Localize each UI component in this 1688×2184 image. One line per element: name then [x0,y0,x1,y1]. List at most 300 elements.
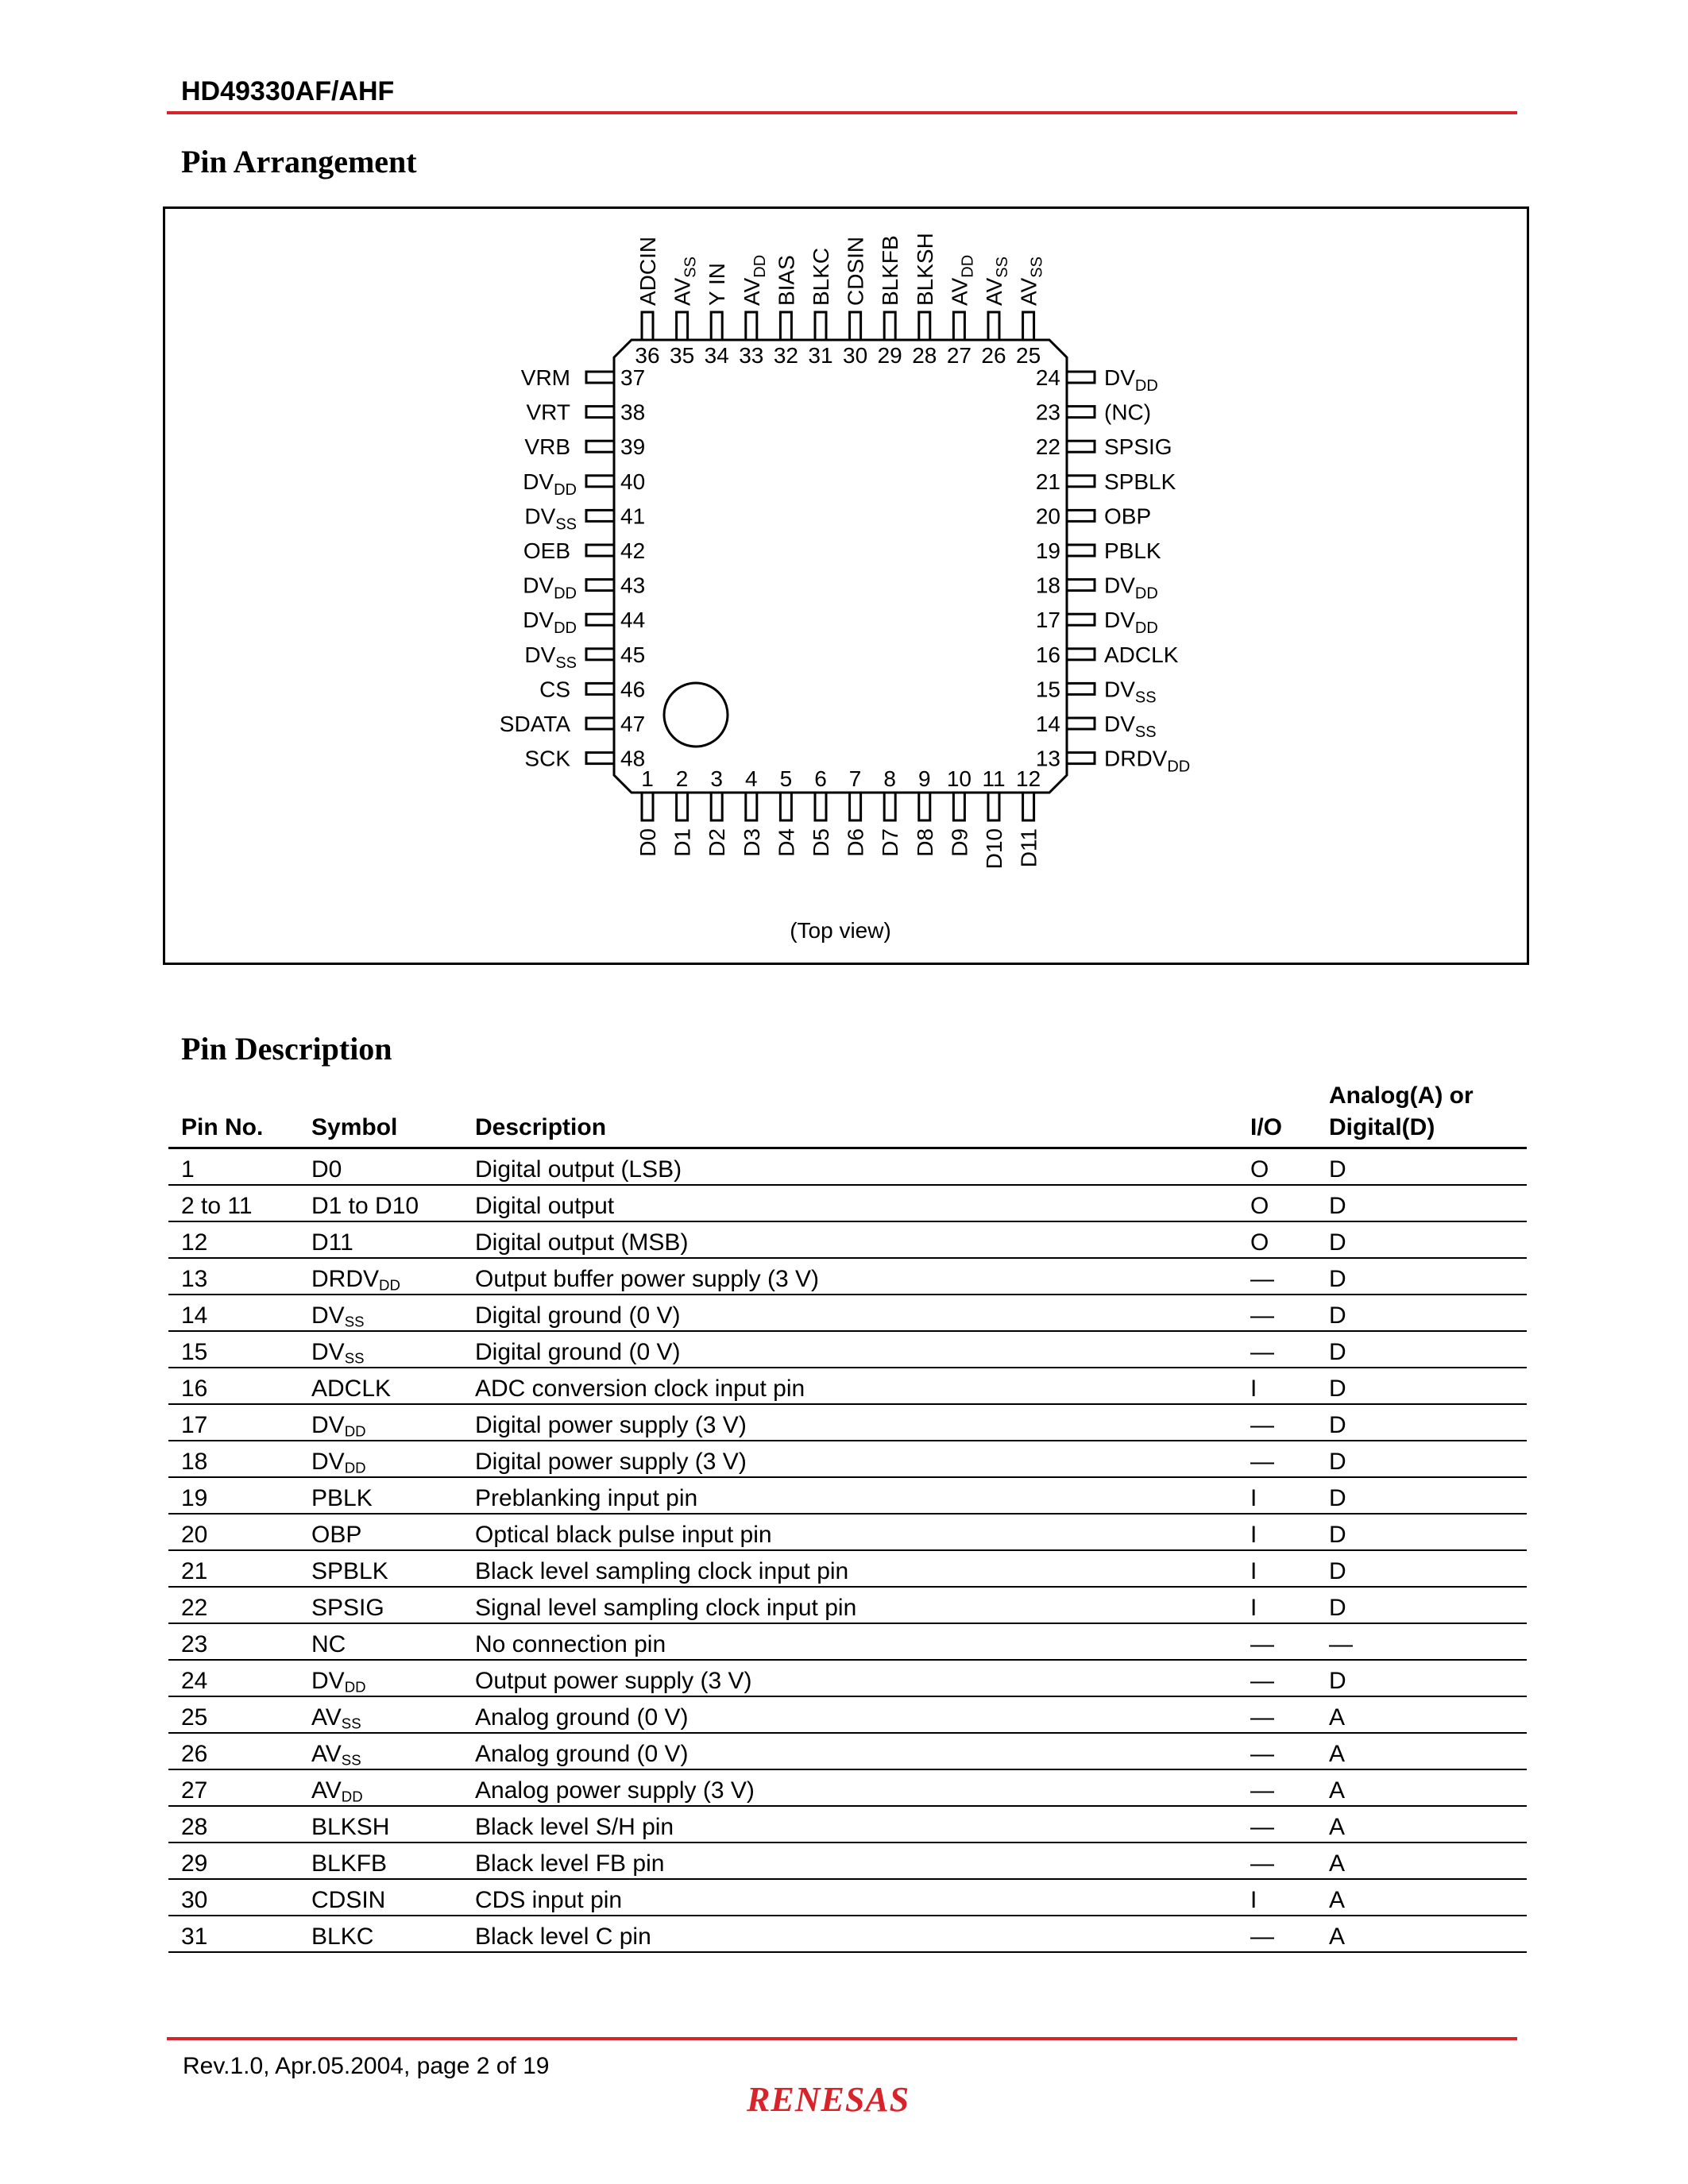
pin-number: 23 [1035,399,1060,425]
cell-symbol [299,1806,462,1843]
section-title-pin-description: Pin Description [181,1031,392,1067]
symbol-subscript: SS [341,1715,361,1732]
cell-pin-no: 12 [168,1221,299,1258]
symbol-subscript: SS [344,1313,365,1330]
pin-label-main: SPSIG [1104,434,1172,460]
cell-symbol [299,1404,462,1441]
pin-name [521,365,570,390]
cell-pin-no: 15 [168,1331,299,1368]
pin-name [705,263,729,306]
pin-label-main: ADCIN [635,236,660,306]
pin-label-main: VRB [524,434,570,460]
pin-lead-bottom [953,793,964,820]
pin-label-subscript: SS [1028,257,1046,278]
pin-name [670,257,700,306]
symbol-text: D1 to D10 [311,1193,419,1219]
cell-description: Black level sampling clock input pin [462,1550,1238,1587]
pin-lead-bottom [711,793,722,820]
pin-name [1017,257,1046,306]
cell-symbol [299,1550,462,1587]
pin-label-subscript: SS [682,257,700,278]
cell-description: Digital ground (0 V) [462,1295,1238,1331]
table-row [168,1295,1527,1331]
pin-lead-right [1067,441,1095,452]
table-row [168,1550,1527,1587]
pin-label-subscript: SS [555,654,577,672]
cell-pin-no: 21 [168,1550,299,1587]
cell-description: Output buffer power supply (3 V) [462,1258,1238,1295]
table-row [168,1843,1527,1879]
pin-lead-left [586,753,614,764]
pin-lead-left [586,683,614,694]
cell-symbol [299,1441,462,1477]
cell-description: Analog ground (0 V) [462,1733,1238,1769]
pin-name [635,237,660,306]
pin-name [774,828,798,857]
table-row [168,1879,1527,1916]
cell-pin-no: 30 [168,1879,299,1916]
cell-symbol [299,1221,462,1258]
cell-symbol [299,1185,462,1221]
pin-number: 34 [704,343,729,368]
pin-name [1104,504,1151,528]
header-analog-digital [1316,1080,1527,1148]
cell-pin-no: 25 [168,1696,299,1733]
symbol-text: AV [311,1777,342,1804]
cell-analog-digital: A [1316,1769,1527,1806]
cell-description: Black level S/H pin [462,1806,1238,1843]
cell-description: No connection pin [462,1623,1238,1660]
table-row [168,1660,1527,1696]
symbol-text: D0 [311,1156,342,1183]
cell-io: — [1238,1441,1316,1477]
table-row [168,1769,1527,1806]
pin-lead-top [711,312,722,340]
pin-label-subscript: DD [554,480,577,499]
pin-name [523,469,577,499]
cell-symbol [299,1879,462,1916]
cell-symbol [299,1148,462,1186]
pin-label-subscript: DD [959,254,977,278]
cell-symbol [299,1623,462,1660]
pin-label-subscript: DD [1134,619,1158,638]
pin-name [524,642,577,672]
footer-revision: Rev.1.0, Apr.05.2004, page 2 of 19 [183,2053,550,2079]
pin-number: 1 [641,766,654,791]
symbol-text: DRDV [311,1266,380,1292]
pin-label-main: PBLK [1104,538,1161,563]
pin-number: 14 [1035,712,1060,736]
table-row [168,1404,1527,1441]
cell-symbol [299,1295,462,1331]
pin-number: 28 [912,343,937,368]
pin-label-main: AV [947,277,972,306]
cell-analog-digital: D [1316,1660,1527,1696]
symbol-text: CDSIN [311,1887,386,1913]
table-row [168,1368,1527,1404]
pin-lead-right [1067,580,1095,591]
pin-label-main: CS [539,677,570,702]
pin-name [1104,573,1158,603]
pin-number: 11 [982,766,1006,791]
cell-symbol [299,1258,462,1295]
pin-name [913,828,937,857]
cell-symbol [299,1477,462,1514]
pin-name [878,828,902,857]
pin-label-main: DRDV [1104,746,1168,771]
symbol-subscript: SS [344,1349,365,1367]
pin-label-main: DV [1104,677,1135,702]
cell-pin-no: 20 [168,1514,299,1550]
pin-label-main: (NC) [1104,399,1152,425]
pin-lead-top [815,312,826,340]
cell-pin-no: 19 [168,1477,299,1514]
pin-number: 22 [1035,434,1060,460]
pin-number: 5 [779,766,793,791]
cell-io: O [1238,1221,1316,1258]
symbol-text: DV [311,1449,345,1475]
cell-description: Signal level sampling clock input pin [462,1587,1238,1623]
symbol-text: SPSIG [311,1595,384,1621]
pin-lead-left [586,545,614,556]
pin-name [1104,469,1176,494]
cell-pin-no: 1 [168,1148,299,1186]
cell-analog-digital: D [1316,1185,1527,1221]
table-row [168,1148,1527,1186]
pin-name [539,677,570,701]
renesas-logo-text: RENESAS [747,2080,910,2119]
pin-label-main: Y IN [705,263,730,306]
cell-io: O [1238,1185,1316,1221]
cell-io: I [1238,1477,1316,1514]
pin-number: 24 [1035,365,1060,390]
pin-name [947,255,976,306]
symbol-text: BLKSH [311,1814,390,1840]
pin-name [1104,365,1158,395]
cell-analog-digital: A [1316,1733,1527,1769]
cell-io: — [1238,1769,1316,1806]
symbol-subscript: DD [344,1678,366,1696]
cell-description: Black level FB pin [462,1843,1238,1879]
pin-number: 9 [918,766,931,791]
pin-label-main: D3 [739,828,764,857]
pin-label-subscript: SS [994,257,1011,278]
pin-lead-top [746,312,757,340]
pin-name [523,608,577,637]
pin-number: 31 [808,343,833,368]
pin-lead-right [1067,545,1095,556]
table-row [168,1514,1527,1550]
pin-number: 21 [1035,469,1060,494]
pin-label-main: DV [524,504,556,529]
cell-io: I [1238,1368,1316,1404]
cell-io: — [1238,1404,1316,1441]
cell-pin-no: 18 [168,1441,299,1477]
cell-io: — [1238,1258,1316,1295]
pin-number: 3 [710,766,723,791]
pin-lead-bottom [988,793,999,820]
pin-label-main: BLKFB [878,235,903,306]
document-id: HD49330AF/AHF [181,76,395,106]
pin-lead-bottom [746,793,757,820]
pin-lead-bottom [884,793,895,820]
pin-lead-right [1067,476,1095,487]
pin-lead-left [586,372,614,383]
pin-lead-right [1067,407,1095,418]
table-row [168,1221,1527,1258]
pin-name [500,712,571,736]
cell-pin-no: 22 [168,1587,299,1623]
pin-label-main: D5 [809,828,833,857]
pin-name [774,255,798,306]
table-row [168,1916,1527,1952]
pin-name [524,747,570,771]
cell-io: — [1238,1331,1316,1368]
cell-description: Digital output (MSB) [462,1221,1238,1258]
cell-symbol [299,1769,462,1806]
table-row [168,1441,1527,1477]
pin-name [524,504,577,533]
pin-name [1104,642,1179,667]
pin-name [982,828,1006,869]
cell-description: CDS input pin [462,1879,1238,1916]
pin-lead-top [850,312,861,340]
pin-number: 6 [814,766,827,791]
pin-label-main: AV [1016,277,1041,306]
pin-label-main: D10 [982,828,1006,870]
pin-name [982,257,1011,306]
pin-label-main: DV [523,573,554,598]
package-diagram-svg [165,209,1527,963]
pin-number: 46 [620,677,646,702]
pin-number: 30 [843,343,868,368]
pin-lead-top [780,312,791,340]
pin-lead-left [586,476,614,487]
pin-name [913,233,937,306]
header-symbol: Symbol [299,1080,462,1148]
pin-number: 25 [1016,343,1041,368]
pin-name [809,248,833,306]
pin-description-table [168,1080,1527,1953]
pin-number: 32 [773,343,798,368]
cell-description: Optical black pulse input pin [462,1514,1238,1550]
pin-lead-left [586,649,614,660]
pin-number: 39 [620,434,646,460]
cell-io: I [1238,1879,1316,1916]
pin-lead-bottom [642,793,653,820]
pin-number: 33 [739,343,764,368]
pin-number: 19 [1035,538,1060,563]
pin-number: 47 [620,712,646,736]
pin-label-main: D0 [635,828,660,857]
pin-label-main: BLKSH [912,233,937,306]
pin-lead-bottom [1023,793,1034,820]
pin-lead-left [586,407,614,418]
pin-number: 4 [745,766,758,791]
pin-label-main: DV [523,608,554,633]
section-title-pin-arrangement: Pin Arrangement [181,144,417,179]
pin-lead-bottom [677,793,688,820]
pin-lead-right [1067,614,1095,625]
cell-symbol [299,1696,462,1733]
table-row [168,1258,1527,1295]
pin-label-main: DV [1104,365,1135,390]
pin-lead-bottom [850,793,861,820]
pin-number: 26 [981,343,1006,368]
cell-analog-digital: A [1316,1916,1527,1952]
cell-io: — [1238,1843,1316,1879]
cell-analog-digital: A [1316,1843,1527,1879]
cell-symbol [299,1514,462,1550]
cell-analog-digital: D [1316,1477,1527,1514]
cell-description: Digital output [462,1185,1238,1221]
cell-io: — [1238,1806,1316,1843]
header-analog-digital-line1: Analog(A) or [1329,1082,1474,1109]
cell-pin-no: 14 [168,1295,299,1331]
pin-name [524,434,570,459]
pin-number: 37 [620,365,646,390]
pin-label-main: AV [982,277,1006,306]
pin-number: 29 [877,343,902,368]
pin-lead-right [1067,683,1095,694]
pin-label-main: CDSIN [843,236,868,306]
pin-label-subscript: DD [554,585,577,603]
pin-label-main: AV [739,277,764,306]
pin-lead-right [1067,649,1095,660]
cell-analog-digital: A [1316,1696,1527,1733]
pin-label-main: D8 [912,828,937,857]
cell-io: I [1238,1514,1316,1550]
pin-lead-left [586,718,614,729]
pin-number: 40 [620,469,646,494]
pin-name [740,828,764,857]
header-pin-no: Pin No. [168,1080,299,1148]
diagram-caption: (Top view) [790,918,891,943]
renesas-logo [747,2079,953,2123]
pin-number: 2 [675,766,689,791]
cell-io: — [1238,1660,1316,1696]
pin-name [1104,747,1190,776]
cell-description: Analog ground (0 V) [462,1696,1238,1733]
pin-lead-left [586,614,614,625]
header-description: Description [462,1080,1238,1148]
table-row [168,1331,1527,1368]
pin-lead-right [1067,718,1095,729]
pin-name [527,400,571,425]
cell-pin-no: 24 [168,1660,299,1696]
cell-io: — [1238,1733,1316,1769]
cell-symbol [299,1733,462,1769]
cell-pin-no: 26 [168,1733,299,1769]
pin-name [809,828,833,857]
cell-analog-digital: D [1316,1404,1527,1441]
symbol-text: DV [311,1412,345,1438]
pin-label-subscript: DD [1134,377,1158,395]
cell-analog-digital: D [1316,1258,1527,1295]
pin-number: 12 [1016,766,1041,791]
cell-io: I [1238,1587,1316,1623]
pin-name [523,538,570,563]
pin-name [705,828,729,857]
pin-label-main: DV [523,469,554,494]
pin-number: 18 [1035,573,1060,598]
table-row [168,1733,1527,1769]
pin-label-main: AV [670,277,695,306]
pin-number: 17 [1035,608,1060,633]
pin-label-subscript: SS [555,515,577,534]
pin-label-main: OEB [523,538,570,563]
pin-lead-left [586,510,614,521]
cell-analog-digital: D [1316,1221,1527,1258]
symbol-text: DV [311,1339,345,1365]
cell-description: Preblanking input pin [462,1477,1238,1514]
pin-label-main: D11 [1016,828,1041,868]
pin-number: 45 [620,642,646,667]
header-analog-digital-line2: Digital(D) [1329,1114,1435,1140]
pin-number: 36 [635,343,660,368]
cell-pin-no: 28 [168,1806,299,1843]
symbol-text: ADCLK [311,1376,392,1402]
pin-number: 27 [946,343,971,368]
table-row [168,1806,1527,1843]
pin-number: 15 [1035,677,1060,702]
pin-name [635,828,660,857]
cell-symbol [299,1368,462,1404]
symbol-text: SPBLK [311,1558,388,1584]
cell-analog-digital: D [1316,1295,1527,1331]
symbol-subscript: DD [341,1788,363,1805]
pin-label-main: SCK [524,746,570,771]
pin-label-main: SDATA [499,712,570,736]
pin-label-main: BLKC [809,247,833,306]
pin-lead-top [988,312,999,340]
cell-analog-digital: D [1316,1148,1527,1186]
cell-io: — [1238,1295,1316,1331]
pin-lead-top [642,312,653,340]
pin-name [844,828,868,857]
cell-pin-no: 23 [168,1623,299,1660]
pin-label-main: D9 [947,828,972,857]
pin-number: 38 [620,399,646,425]
pin-label-main: D6 [843,828,868,857]
pin-number: 13 [1035,746,1060,771]
cell-io: — [1238,1623,1316,1660]
pin-number: 48 [620,746,646,771]
cell-pin-no: 2 to 11 [168,1185,299,1221]
pin-label-main: D1 [670,828,695,857]
pin-label-main: ADCLK [1104,642,1179,667]
cell-pin-no: 16 [168,1368,299,1404]
cell-symbol [299,1916,462,1952]
cell-analog-digital: A [1316,1879,1527,1916]
pin-lead-bottom [780,793,791,820]
pin-name [844,237,868,306]
pin-label-main: D2 [705,828,730,857]
cell-symbol [299,1587,462,1623]
pin-label-main: DV [1104,712,1135,736]
cell-analog-digital: D [1316,1514,1527,1550]
symbol-text: OBP [311,1522,362,1548]
pin-name [523,573,577,603]
pin-label-main: DV [524,642,556,667]
pin-number: 7 [848,766,862,791]
pin-name [1104,400,1151,425]
cell-io: O [1238,1148,1316,1186]
cell-io: I [1238,1550,1316,1587]
cell-description: Digital output (LSB) [462,1148,1238,1186]
symbol-text: BLKC [311,1924,374,1950]
cell-analog-digital: D [1316,1331,1527,1368]
